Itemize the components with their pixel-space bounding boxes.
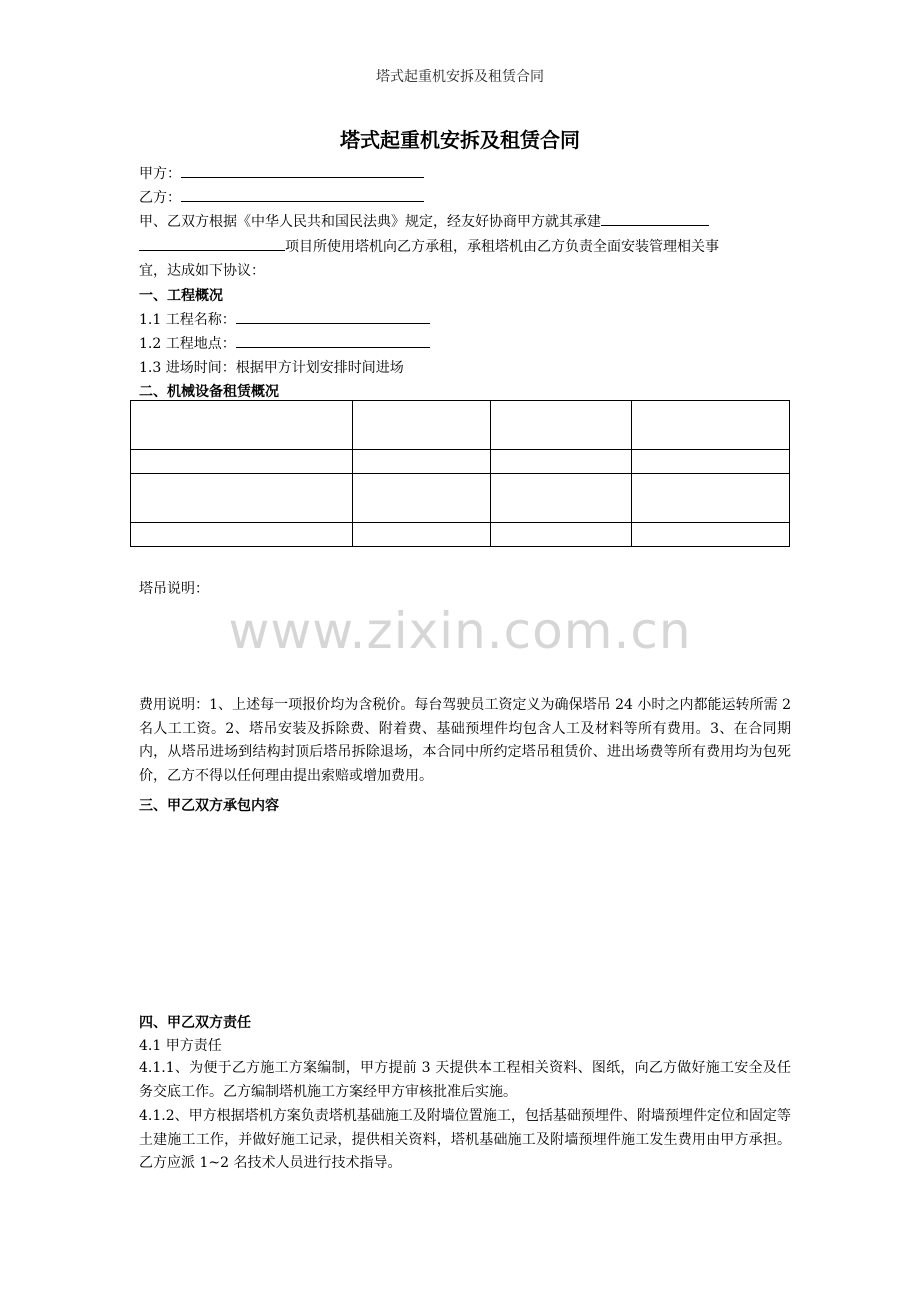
intro-text-1: 甲、乙双方根据《中华人民共和国民法典》规定，经友好协商甲方就其承建 bbox=[139, 214, 601, 230]
intro-line-3: 宜，达成如下协议： bbox=[139, 263, 265, 279]
table-row bbox=[131, 450, 790, 474]
table-cell[interactable] bbox=[632, 523, 790, 547]
table-cell[interactable] bbox=[632, 450, 790, 474]
project-site-label: 1.2 工程地点： bbox=[139, 336, 236, 352]
section1-heading: 一、工程概况 bbox=[139, 288, 223, 304]
table-cell[interactable] bbox=[353, 474, 491, 523]
project-name-blank[interactable] bbox=[236, 309, 430, 324]
running-header: 塔式起重机安拆及租赁合同 bbox=[376, 69, 544, 85]
table-row bbox=[131, 474, 790, 523]
duty-4-1-1: 4.1.1、为便于乙方施工方案编制，甲方提前 3 天提供本工程相关资料、图纸，向乙方做好施工安全及任务交底工作。乙方编制塔机施工方案经甲方审核批准后实施。 bbox=[139, 1060, 791, 1100]
table-cell[interactable] bbox=[131, 474, 353, 523]
party-b-blank[interactable] bbox=[181, 187, 424, 202]
party-a-duties-heading: 4.1 甲方责任 bbox=[139, 1038, 222, 1054]
table-cell[interactable] bbox=[131, 523, 353, 547]
table-cell[interactable] bbox=[353, 523, 491, 547]
party-a-blank[interactable] bbox=[181, 163, 424, 178]
equipment-table bbox=[130, 400, 790, 547]
document-title: 塔式起重机安拆及租赁合同 bbox=[340, 128, 580, 152]
intro-line-2 bbox=[139, 236, 719, 256]
table-cell[interactable] bbox=[131, 450, 353, 474]
table-cell[interactable] bbox=[491, 523, 632, 547]
table-cell[interactable] bbox=[491, 450, 632, 474]
crane-note: 塔吊说明： bbox=[139, 581, 209, 597]
project-site-blank[interactable] bbox=[236, 333, 430, 348]
entry-time-line: 1.3 进场时间：根据甲方计划安排时间进场 bbox=[139, 360, 404, 376]
project-blank-2[interactable] bbox=[139, 236, 285, 251]
project-name-label: 1.1 工程名称： bbox=[139, 312, 236, 328]
table-cell[interactable] bbox=[491, 474, 632, 523]
table-cell[interactable] bbox=[131, 401, 353, 450]
party-b-label: 乙方： bbox=[139, 190, 181, 206]
party-a-line bbox=[139, 163, 424, 183]
table-row bbox=[131, 523, 790, 547]
section4-heading: 四、甲乙双方责任 bbox=[139, 1015, 251, 1031]
table-cell[interactable] bbox=[491, 401, 632, 450]
party-a-label: 甲方： bbox=[139, 166, 181, 182]
table-row bbox=[131, 401, 790, 450]
table-cell[interactable] bbox=[353, 450, 491, 474]
table-cell[interactable] bbox=[632, 474, 790, 523]
watermark: www.zixin.com.cn bbox=[228, 602, 692, 660]
intro-text-2: 项目所使用塔机向乙方承租，承租塔机由乙方负责全面安装管理相关事 bbox=[285, 239, 719, 255]
fee-note: 费用说明：1、上述每一项报价均为含税价。每台驾驶员工资定义为确保塔吊 24 小时之内都能运转所需 2 名人工工资。2、塔吊安装及拆除费、附着费、基础预埋件均包含人工及材料等所有费用。3、在合同期内，从塔吊进场到结构封顶后塔吊拆除退场，本合同中所约定塔吊租赁价、进出场费等所有费用均为包死价，乙方不得以任何理由提出索赔或增加费用。 bbox=[139, 697, 791, 784]
project-site-line bbox=[139, 333, 430, 353]
project-name-line bbox=[139, 309, 430, 329]
table-cell[interactable] bbox=[632, 401, 790, 450]
intro-line-1 bbox=[139, 211, 709, 231]
section3-heading: 三、甲乙双方承包内容 bbox=[139, 798, 279, 814]
project-blank-1[interactable] bbox=[601, 211, 709, 226]
section2-heading: 二、机械设备租赁概况 bbox=[139, 384, 279, 400]
party-b-line bbox=[139, 187, 424, 207]
table-cell[interactable] bbox=[353, 401, 491, 450]
duty-4-1-2: 4.1.2、甲方根据塔机方案负责塔机基础施工及附墙位置施工，包括基础预埋件、附墙预埋件定位和固定等土建施工工作，并做好施工记录，提供相关资料，塔机基础施工及附墙预埋件施工发生费用由甲方承担。乙方应派 1~2 名技术人员进行技术指导。 bbox=[139, 1108, 791, 1171]
